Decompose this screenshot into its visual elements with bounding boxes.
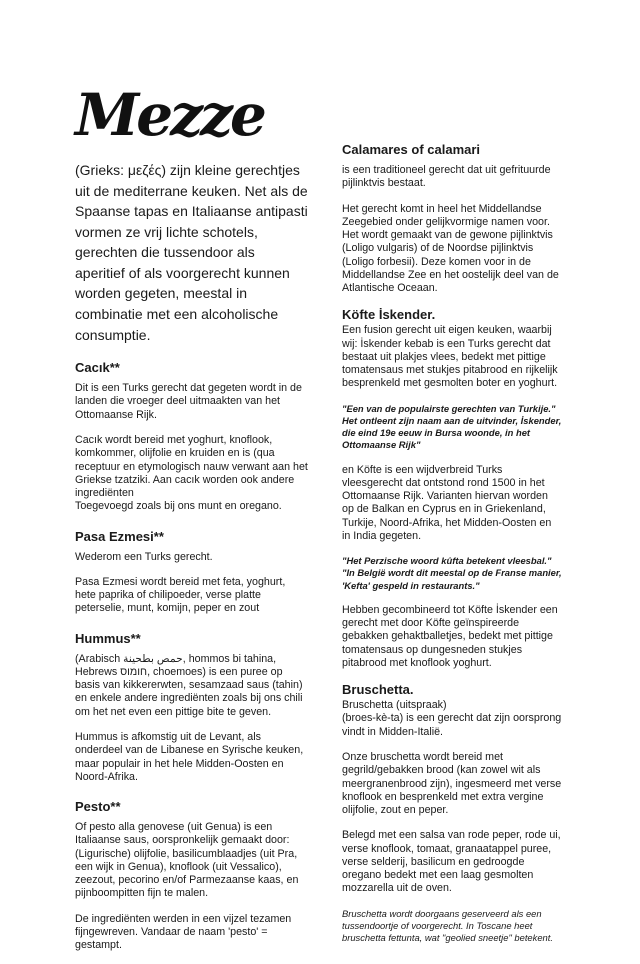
paragraph: Dit is een Turks gerecht dat gegeten wordt in de landen die vroeger deel uitmaakten van het Ottomaanse Rijk. (75, 382, 302, 421)
left-column (75, 81, 308, 964)
paragraph: Pasa Ezmesi wordt bereid met feta, yoghurt, hete paprika of chilipoeder, verse platte peterselie, munt, komijn, peper en zout (75, 575, 286, 615)
section-hummus (75, 631, 308, 784)
right-column (342, 86, 562, 964)
intro-paragraph: (Grieks: μεζές) zijn kleine gerechtjes uit de mediterrane keuken. Net als de Spaanse tapas en Italiaanse antipasti vormen ze vrij lichte schotels, gerechten die tussendoor als aperitief of als voorgerecht kunnen worden gegeten, meestal in combinatie met een alcoholische consumptie. (75, 162, 308, 343)
section-cacik (75, 360, 308, 513)
section-heading: Hummus** (75, 630, 141, 646)
paragraph: De ingrediënten werden in een vijzel tezamen fijngewreven. Vandaar de naam 'pesto' = gestampt. (75, 912, 292, 952)
section-heading: Köfte İskender. (342, 307, 436, 323)
paragraph: Wederom een Turks gerecht. (75, 550, 213, 563)
quote-paragraph: "Het Perzische woord kûfta betekent vleesbal." "In België wordt dit meestal op de Franse manier, 'Kefta' gespeld in restaurants." (342, 555, 562, 591)
paragraph: (broes-kè-ta) is een gerecht dat zijn oorsprong vindt in Midden-Italië. (342, 712, 562, 738)
paragraph: (Arabisch حمص بطحينة, hommos bi tahina, Hebrews חומוס, choemoes) is een puree op basis van kikkererwten, sesamzaad saus (tahin) en enkele andere ingrediënten zoals bij ons chili om het net even een pittige bite te geven. (75, 652, 303, 718)
paragraph: Hebben gecombineerd tot Köfte İskender een gerecht met door Köfte geïnspireerde gebakken gehaktballetjes, bedekt met pittige tomatensaus op dungesneden stukjes pitabrood met knoflook yoghurt. (342, 603, 558, 669)
section-heading: Pasa Ezmesi** (75, 528, 164, 544)
section-pesto (75, 799, 308, 952)
quote-paragraph: "Een van de populairste gerechten van Turkije." Het ontleent zijn naam aan de uitvinder, İskender, die eind 19e eeuw in Bursa woonde, in het Ottomaanse Rijk" (342, 402, 562, 451)
section-calamares (342, 142, 562, 295)
paragraph: is een traditioneel gerecht dat uit gefrituurde pijlinktvis bestaat. (342, 164, 551, 190)
paragraph: Belegd met een salsa van rode peper, rode ui, verse knoflook, tomaat, granaatappel puree, verse selderij, basilicum en gedroogde oregano bedekt met een laag gesmolten mozzarella uit de oven. (342, 829, 561, 895)
paragraph: Hummus is afkomstig uit de Levant, als onderdeel van de Libanese en Syrische keuken, maar populair in het hele Midden-Oosten en Noord-Afrika. (75, 730, 304, 783)
paragraph: en Köfte is een wijdverbreid Turks vleesgerecht dat ontstond rond 1500 in het Ottomaanse Rijk. Varianten hiervan worden op de Balkan en Cyprus en in Griekenland, Turkije, Noord-Afrika, het Midden-Oosten en in India gegeten. (342, 463, 552, 542)
paragraph: Een fusion gerecht uit eigen keuken, waarbij wij: İskender kebab is een Turks gerecht dat bestaat uit plakjes vlees, bedekt met pittige tomatensaus met stukjes pitabrood en rijkelijk besprenkeld met gesmolten boter en yoghurt. (342, 324, 558, 390)
paragraph: Onze bruschetta wordt bereid met gegrild/gebakken brood (kan zowel wit als meergranenbrood zijn), ingesmeerd met verse knoflook en besprenkeld met extra vergine olijfolie, zout en peper. (342, 750, 562, 817)
section-heading: Bruschetta. (342, 682, 414, 698)
page-title: Mezze (75, 81, 264, 149)
section-heading: Cacık** (75, 360, 120, 376)
paragraph: Cacık wordt bereid met yoghurt, knoflook, komkommer, olijfolie en kruiden en is (qua receptuur en etymologisch nauw verwant aan het Griekse tzatziki. Aan cacık worden ook andere ingrediënten (75, 434, 308, 500)
note-paragraph: Bruschetta wordt doorgaans geserveerd als een tussendoortje of voorgerecht. In Toscane heet bruschetta fettunta, wat "geolied sneetje" betekent. (342, 907, 553, 944)
section-pasa-ezmesi (75, 529, 308, 616)
section-heading: Calamares of calamari (342, 142, 481, 157)
paragraph: Het gerecht komt in heel het Middellandse Zeegebied onder gelijkvormige namen voor. Het wordt gemaakt van de gewone pijlinktvis (Loligo vulgaris) of de Noordse pijlinktvis (Loligo forbesii). Deze komen voor in de Middellandse Zee en het oostelijk deel van de Atlantische Oceaan. (342, 202, 559, 295)
section-kofte-iskender (342, 307, 562, 670)
paragraph: Of pesto alla genovese (uit Genua) is een Italiaanse saus, oorspronkelijk gemaakt door: (Ligurische) olijfolie, basilicumblaadjes (uit Pra, een wijk in Genua), knoflook (uit Vessalico), zeezout, pecorino en/of Parmezaanse kaas, en pijnboompitten fijn te malen. (75, 821, 299, 900)
section-heading: Pesto** (75, 799, 121, 815)
paragraph: Bruschetta (uitspraak) (342, 699, 447, 712)
paragraph: Toegevoegd zoals bij ons munt en oregano. (75, 500, 282, 513)
section-bruschetta (342, 682, 562, 944)
